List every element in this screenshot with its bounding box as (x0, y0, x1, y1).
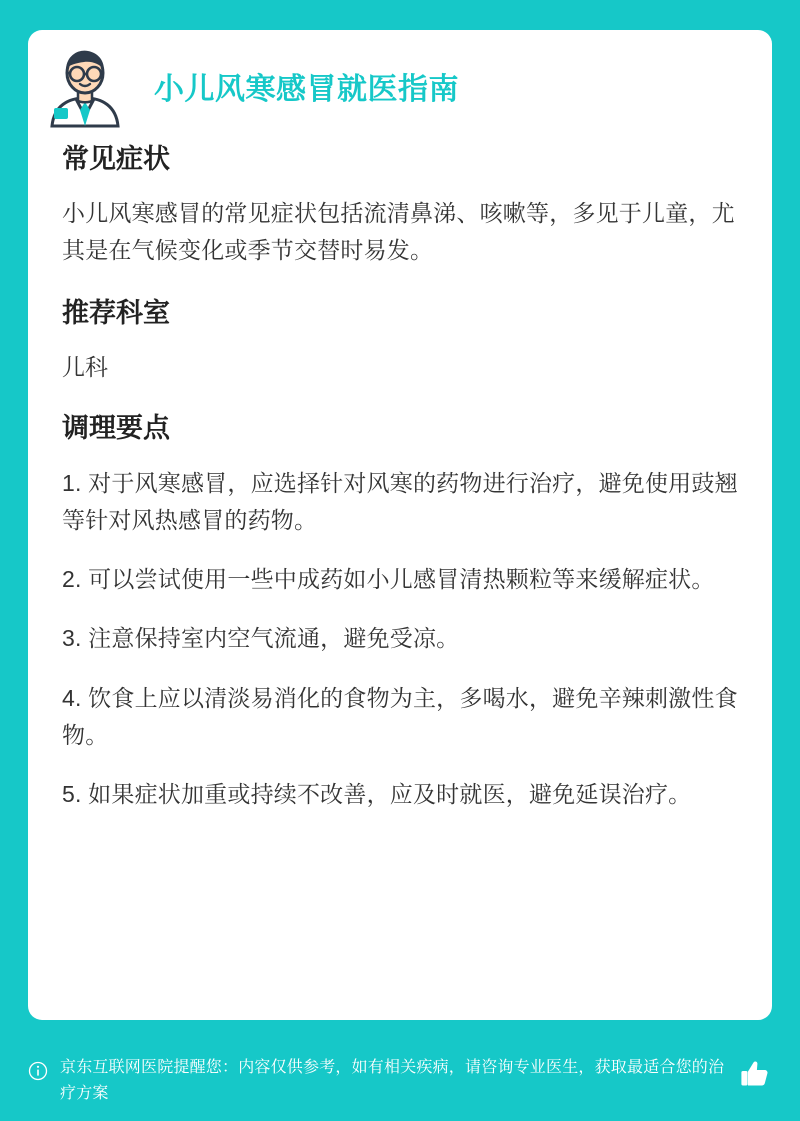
list-item: 4. 饮食上应以清淡易消化的食物为主，多喝水，避免辛辣刺激性食物。 (62, 684, 738, 748)
list-item: 3. 注意保持室内空气流通，避免受凉。 (62, 625, 460, 652)
list-item: 2. 可以尝试使用一些中成药如小儿感冒清热颗粒等来缓解症状。 (62, 566, 715, 593)
footer-disclaimer: 京东互联网医院提醒您：内容仅供参考，如有相关疾病，请咨询专业医生，获取最适合您的治疗方案 (60, 1059, 725, 1103)
list-item: 5. 如果症状加重或持续不改善，应及时就医，避免延误治疗。 (62, 781, 692, 808)
title-row (62, 72, 738, 108)
section-heading-department: 推荐科室 (62, 297, 170, 328)
doctor-avatar-icon (42, 42, 128, 128)
section-text-symptoms: 小儿风寒感冒的常见症状包括流清鼻涕、咳嗽等，多见于儿童，尤其是在气候变化或季节交替时易发。 (62, 200, 735, 264)
guide-card (28, 30, 772, 1020)
section-heading-symptoms: 常见症状 (62, 144, 170, 174)
section-heading-tips: 调理要点 (62, 413, 170, 444)
info-icon (28, 1061, 48, 1086)
footer (28, 1055, 772, 1107)
tips-list (62, 465, 738, 814)
list-item: 1. 对于风寒感冒，应选择针对风寒的药物进行治疗，避免使用豉翘等针对风热感冒的药物。 (62, 469, 738, 533)
thumbs-up-icon[interactable] (738, 1057, 772, 1096)
section-value-department: 儿科 (62, 353, 108, 380)
page-title: 小儿风寒感冒就医指南 (154, 73, 459, 106)
